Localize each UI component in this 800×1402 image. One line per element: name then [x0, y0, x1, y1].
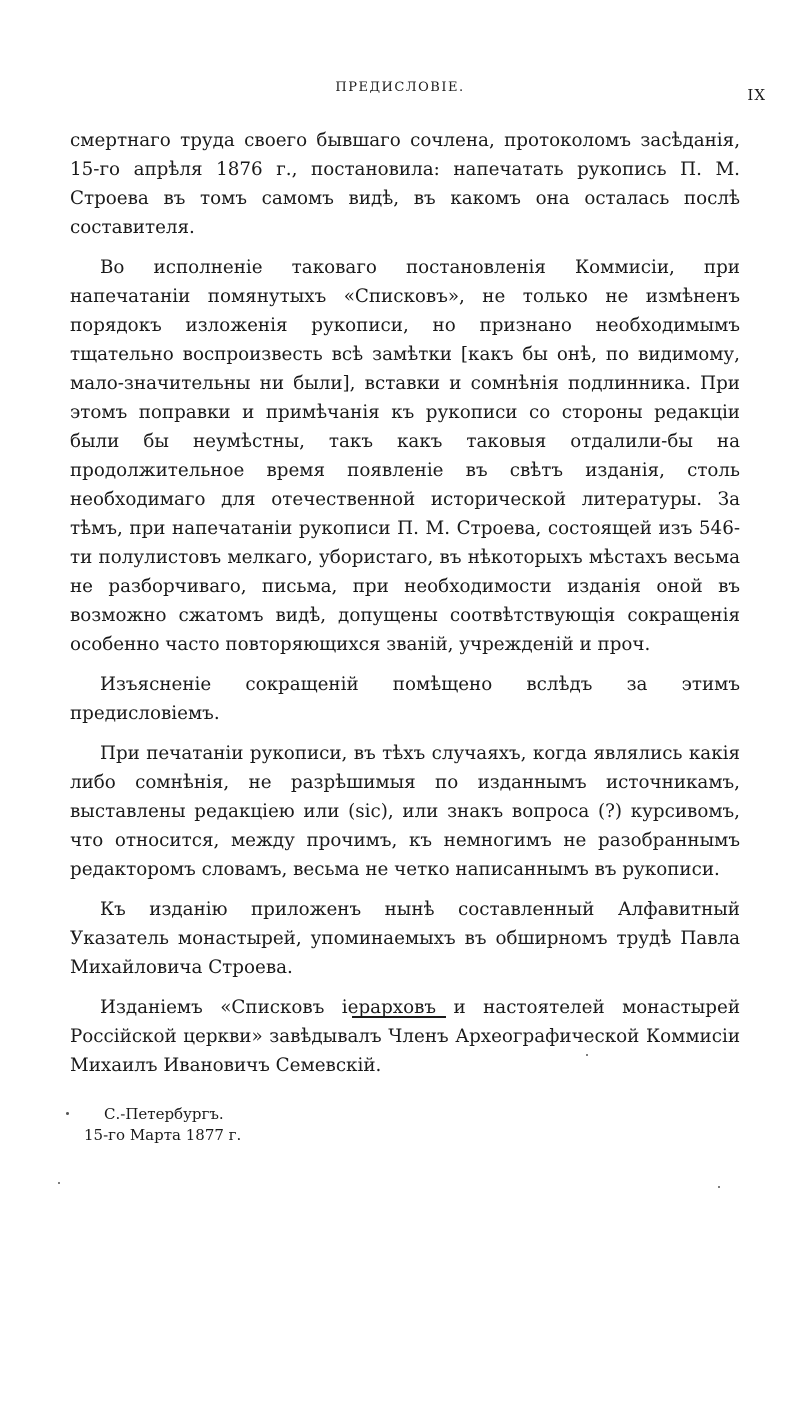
place: С.-Петербургъ. — [104, 1105, 224, 1123]
ink-speck — [718, 1186, 720, 1188]
paragraph-1: смертнаго труда своего бывшаго сочлена, протоколомъ засѣданія, 15-го апрѣля 1876 г., постановила: напечатать рукопись П. М. Строева въ томъ самомъ видѣ, въ какомъ она осталась послѣ составителя. — [70, 130, 740, 238]
paragraph-2: Во исполненіе таковаго постановленія Коммисіи, при напечатаніи помянутыхъ «Списковъ», не только не измѣненъ порядокъ изложенія рукописи, но признано необходимымъ тщательно воспроизвесть всѣ замѣтки [какъ бы онѣ, по видимому, мало-значительны ни были], вставки и сомнѣнія подлинника. При этомъ поправки и примѣчанія къ рукописи со стороны редакціи были бы неумѣстны, такъ какъ таковыя отдалили-бы на продолжительное время появленіе въ свѣтъ изданія, столь необходимаго для отечественной исторической литературы. За тѣмъ, при напечатаніи рукописи П. М. Строева, состоящей изъ 546-ти полулистовъ мелкаго, убористаго, въ нѣкоторыхъ мѣстахъ весьма не разборчиваго, письма, при необходимости изданія оной въ возможно сжатомъ видѣ, допущены соотвѣтствующія сокращенія особенно часто повторяющихся званій, учрежденій и проч. — [70, 257, 740, 655]
page-number: IX — [747, 86, 766, 104]
ink-speck — [66, 1112, 69, 1115]
ink-speck — [586, 1054, 588, 1056]
section-divider — [352, 1016, 446, 1018]
paragraph-6: Изданіемъ «Списковъ іерарховъ и настоятелей монастырей Россійской церкви» завѣдывалъ Членъ Археографической Коммисіи Михаилъ Ивановичъ Семевскій. — [70, 997, 740, 1076]
date: 15-го Марта 1877 г. — [84, 1126, 242, 1144]
paragraph-4: При печатаніи рукописи, въ тѣхъ случаяхъ, когда являлись какія либо сомнѣнія, не разрѣшимыя по изданнымъ источникамъ, выставлены редакціею или (sic), или знакъ вопроса (?) курсивомъ, что относится, между прочимъ, къ немногимъ не разобраннымъ редакторомъ словамъ, весьма не четко написаннымъ въ рукописи. — [70, 743, 740, 880]
preface-text — [70, 126, 740, 1091]
ink-speck — [58, 1182, 60, 1184]
paragraph-5: Къ изданію приложенъ нынѣ составленный Алфавитный Указатель монастырей, упоминаемыхъ въ обширномъ трудѣ Павла Михайловича Строева. — [70, 899, 740, 978]
running-title: ПРЕДИСЛОВІЕ. — [335, 80, 465, 95]
place-and-date — [84, 1104, 241, 1146]
paragraph-3: Изъясненіе сокращеній помѣщено вслѣдъ за этимъ предисловіемъ. — [70, 674, 740, 724]
